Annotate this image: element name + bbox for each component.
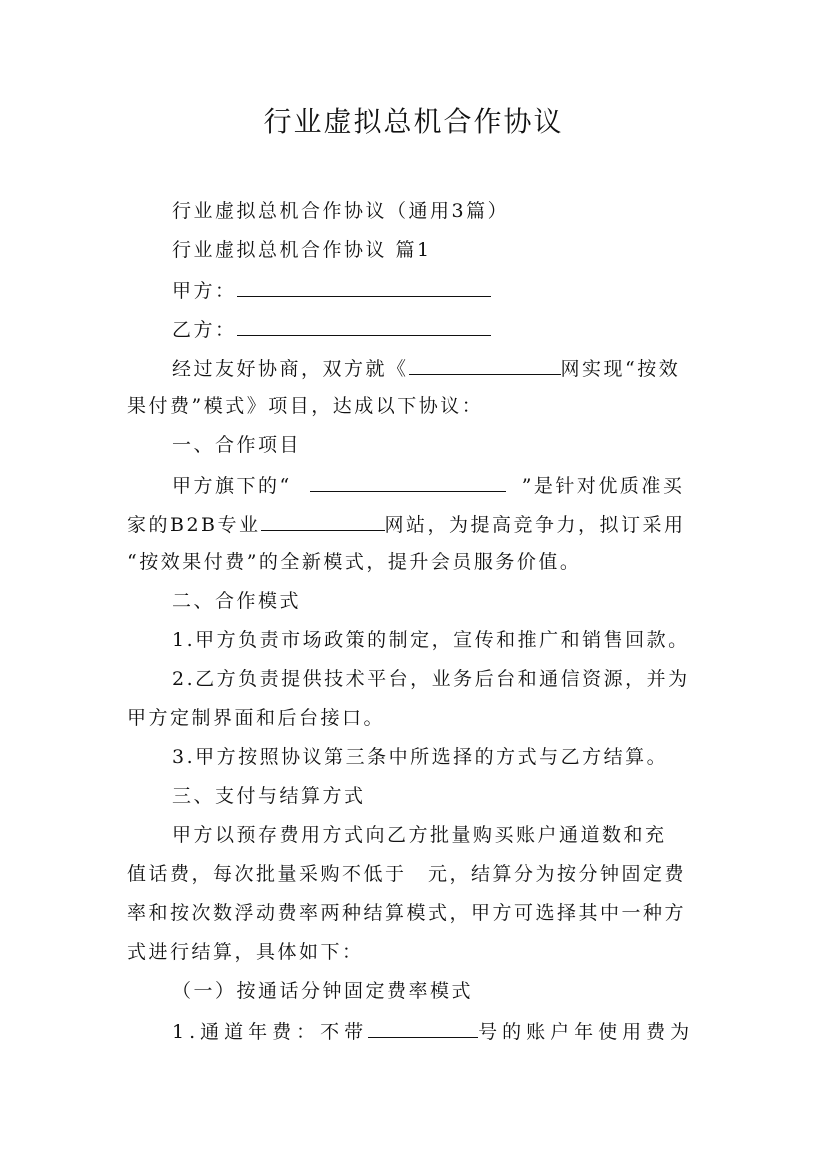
b2b-name-blank: [261, 510, 385, 531]
clause-2-1: 1.甲方负责市场政策的制定，宣传和推广和销售回款。: [172, 629, 690, 651]
brand-name-blank: [310, 471, 506, 492]
heading-fixed-rate-mode: （一）按通话分钟固定费率模式: [172, 980, 474, 1002]
paragraph-project-cont: 家的B2B专业 网站，为提高竞争力，拟订采用: [127, 510, 686, 538]
paragraph-payment-cont-3: 式进行结算，具体如下：: [127, 941, 364, 963]
heading-payment-settlement: 三、支付与结算方式: [172, 785, 366, 807]
website-name-blank: [409, 354, 561, 375]
heading-cooperation-mode: 二、合作模式: [172, 590, 302, 612]
number-type-blank: [368, 1017, 478, 1038]
paragraph-project: 甲方旗下的“ ”是针对优质准买: [172, 471, 684, 499]
paragraph-payment-cont-2: 率和按次数浮动费率两种结算模式，甲方可选择其中一种方: [127, 902, 687, 924]
paragraph-section-heading: 行业虚拟总机合作协议 篇1: [172, 239, 432, 261]
paragraph-subtitle: 行业虚拟总机合作协议（通用3篇）: [172, 200, 510, 222]
paragraph-intro-cont: 果付费”模式》项目，达成以下协议：: [127, 395, 484, 417]
document-title: 行业虚拟总机合作协议: [263, 105, 564, 138]
heading-cooperation-project: 一、合作项目: [172, 434, 302, 456]
party-a-blank: [237, 276, 491, 297]
clause-2-2: 2.乙方负责提供技术平台，业务后台和通信资源，并为: [172, 668, 690, 690]
party-b-blank: [237, 315, 491, 336]
clause-channel-annual-fee: 1.通道年费：不带 号的账户年使用费为: [172, 1017, 694, 1045]
paragraph-payment: 甲方以预存费用方式向乙方批量购买账户通道数和充: [172, 824, 667, 846]
party-b-line: 乙方：: [172, 315, 491, 343]
paragraph-intro: 经过友好协商，双方就《 网实现“按效: [172, 354, 680, 382]
clause-2-3: 3.甲方按照协议第三条中所选择的方式与乙方结算。: [172, 746, 669, 768]
party-a-line: 甲方：: [172, 276, 491, 304]
paragraph-project-cont-2: “按效果付费”的全新模式，提升会员服务价值。: [127, 551, 582, 573]
clause-2-2-cont: 甲方定制界面和后台接口。: [127, 707, 386, 729]
paragraph-payment-cont-1: 值话费，每次批量采购不低于 元，结算分为按分钟固定费: [127, 863, 687, 885]
